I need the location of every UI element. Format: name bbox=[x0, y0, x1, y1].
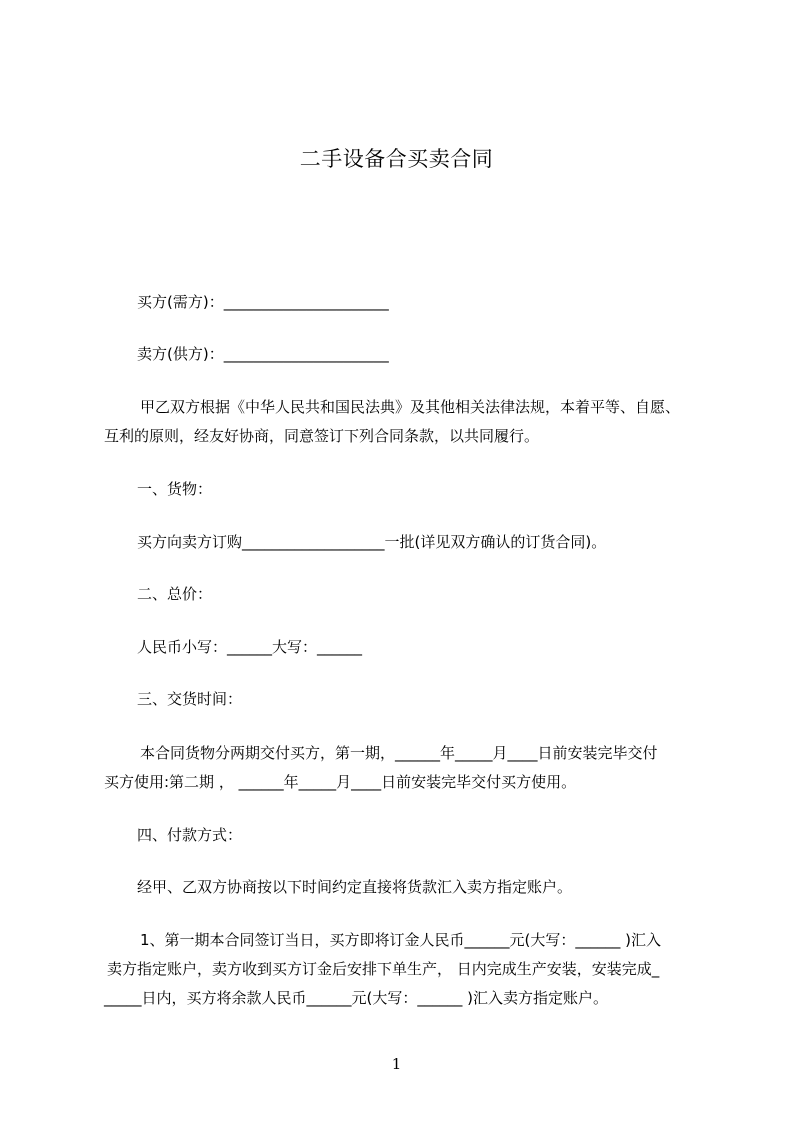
section-delivery-heading: 三、交货时间： bbox=[137, 690, 243, 708]
delivery-clause-line-1: 本合同货物分两期交付买方，第一期，______年_____月____日前安装完毕交付 bbox=[140, 744, 658, 762]
total-price-clause: 人民币小写：______大写：______ bbox=[137, 638, 363, 656]
payment-clause-1-line-1: 1、第一期本合同签订当日，买方即将订金人民币______元(大写：______ )汇入 bbox=[140, 931, 662, 949]
payment-intro: 经甲、乙双方协商按以下时间约定直接将货款汇入卖方指定账户。 bbox=[137, 878, 573, 896]
delivery-clause-line-2: 买方使用:第二期 ， ______年_____月____日前安装完毕交付买方使用。 bbox=[104, 773, 577, 791]
buyer-line: 买方(需方)：______________________ bbox=[137, 293, 389, 311]
page-number: 1 bbox=[391, 1055, 402, 1073]
preamble-line-1: 甲乙双方根据《中华人民共和国民法典》及其他相关法律法规，本着平等、自愿、 bbox=[140, 398, 681, 416]
section-payment-heading: 四、付款方式： bbox=[137, 826, 243, 844]
section-goods-heading: 一、货物： bbox=[137, 480, 213, 498]
payment-clause-1-line-3: _____日内，买方将余款人民币______元(大写：______ )汇入卖方指定账户。 bbox=[104, 989, 608, 1007]
section-total-price-heading: 二、总价： bbox=[137, 585, 213, 603]
preamble-line-2: 互利的原则，经友好协商，同意签订下列合同条款，以共同履行。 bbox=[104, 427, 540, 445]
seller-line: 卖方(供方)：______________________ bbox=[137, 345, 389, 363]
goods-clause: 买方向卖方订购___________________一批(详见双方确认的订货合同)。 bbox=[137, 533, 607, 551]
payment-clause-1-line-2: 卖方指定账户，卖方收到买方订金后安排下单生产， 日内完成生产安装，安装完成_ bbox=[107, 960, 660, 978]
contract-title: 二手设备合买卖合同 bbox=[299, 147, 494, 171]
